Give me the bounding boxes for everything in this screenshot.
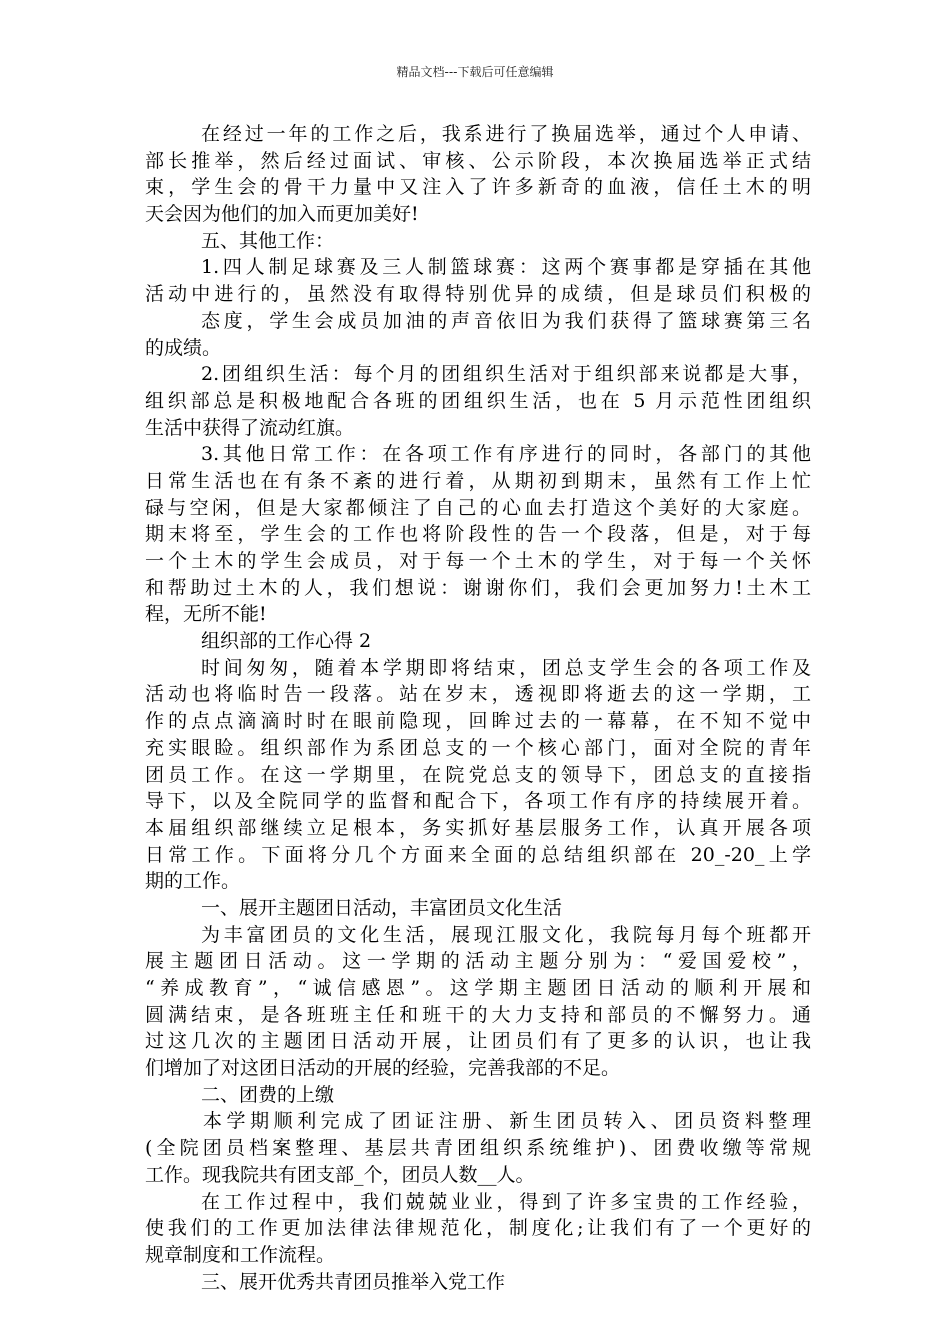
text-line: 五、其他工作： [201,229,335,252]
text-line: 和帮助过土木的人，我们想说：谢谢你们，我们会更加努力!土木工 [145,576,811,599]
text-line: 生活中获得了流动红旗。 [145,416,355,439]
text-line: 使我们的工作更加法律法律规范化，制度化;让我们有了一个更好的 [145,1217,811,1240]
text-line: 作的点点滴滴时时在眼前隐现，回眸过去的一幕幕，在不知不觉中 [145,710,811,733]
text-line: 期末将至，学生会的工作也将阶段性的告一个段落，但是，对于每 [145,523,811,546]
text-line: 日常工作。下面将分几个方面来全面的总结组织部在 20_-20_上学 [145,843,811,866]
text-line: 程，无所不能! [145,603,267,626]
text-line: 本学期顺利完成了团证注册、新生团员转入、团员资料整理 [203,1110,811,1133]
text-line: 工作。现我院共有团支部_个，团员人数__人。 [145,1163,535,1186]
text-line: 束，学生会的骨干力量中又注入了许多新奇的血液，信任土木的明 [145,176,811,199]
document-body [145,121,811,1295]
text-line: 态度，学生会成员加油的声音依旧为我们获得了篮球赛第三名 [201,309,811,332]
text-line: 时间匆匆，随着本学期即将结束，团总支学生会的各项工作及 [201,656,811,679]
text-line: 期的工作。 [145,870,241,893]
text-line: 活动也将临时告一段落。站在岁末，透视即将逝去的这一学期，工 [145,683,811,706]
text-line: “养成教育”，“诚信感恩”。这学期主题团日活动的顺利开展和 [145,977,811,999]
text-line: 一、展开主题团日活动，丰富团员文化生活 [201,896,563,919]
text-line: (全院团员档案整理、基层共青团组织系统维护)、团费收缴等常规 [145,1137,811,1160]
text-line: 过这几次的主题团日活动开展，让团员们有了更多的认识，也让我 [145,1030,811,1053]
text-line: 在经过一年的工作之后，我系进行了换届选举，通过个人申请、 [201,123,811,145]
text-line: 2.团组织生活：每个月的团组织生活对于组织部来说都是大事， [201,363,811,386]
text-line: 一个土木的学生会成员，对于每一个土木的学生，对于每一个关怀 [145,550,811,572]
text-line: 在工作过程中，我们兢兢业业，得到了许多宝贵的工作经验， [201,1190,811,1213]
text-line: 1.四人制足球赛及三人制篮球赛：这两个赛事都是穿插在其他 [201,256,811,279]
text-line: 二、团费的上缴 [201,1083,335,1106]
text-line: 的成绩。 [145,336,222,359]
text-line: 活动中进行的，虽然没有取得特别优异的成绩，但是球员们积极的 [145,283,811,306]
text-line: 3.其他日常工作：在各项工作有序进行的同时，各部门的其他 [201,443,811,466]
text-line: 日常生活也在有条不紊的进行着，从期初到期末，虽然有工作上忙 [145,469,811,492]
text-line: 规章制度和工作流程。 [145,1243,336,1266]
text-line: 充实眼睑。组织部作为系团总支的一个核心部门，面对全院的青年 [145,736,811,759]
text-line: 部长推举，然后经过面试、审核、公示阶段，本次换届选举正式结 [145,149,811,172]
text-line: 天会因为他们的加入而更加美好! [145,203,419,226]
text-line: 组织部的工作心得 2 [201,630,372,653]
text-line: 导下，以及全院同学的监督和配合下，各项工作有序的持续展开着。 [145,790,811,813]
page-header: 精品文档---下载后可任意编辑 [396,65,554,79]
text-line: 展主题团日活动。这一学期的活动主题分别为：“爱国爱校”， [145,950,811,973]
text-line: 团员工作。在这一学期里，在院党总支的领导下，团总支的直接指 [145,763,811,786]
text-line: 为丰富团员的文化生活，展现江服文化，我院每月每个班都开 [201,923,811,946]
text-line: 圆满结束，是各班班主任和班干的大力支持和部员的不懈努力。通 [145,1003,811,1026]
text-line: 们增加了对这团日活动的开展的经验，完善我部的不足。 [145,1057,621,1080]
text-line: 三、展开优秀共青团员推举入党工作 [201,1270,506,1293]
text-line: 碌与空闲，但是大家都倾注了自己的心血去打造这个美好的大家庭。 [145,496,811,519]
text-line: 组织部总是积极地配合各班的团组织生活，也在 5 月示范性团组织 [145,389,811,412]
text-line: 本届组织部继续立足根本，务实抓好基层服务工作，认真开展各项 [145,816,811,839]
